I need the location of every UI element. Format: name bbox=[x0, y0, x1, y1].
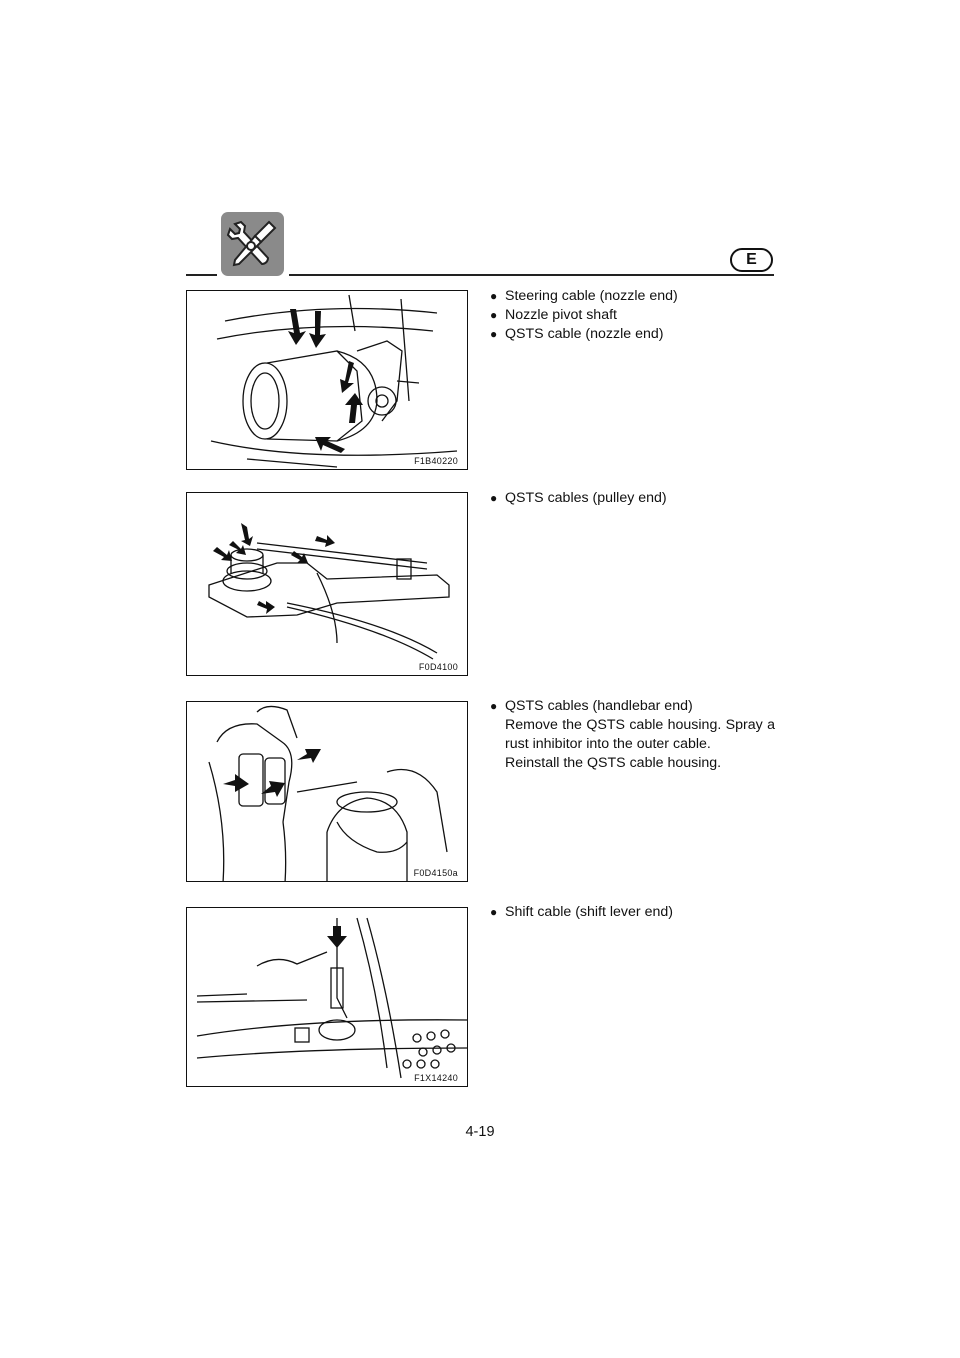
bullet-icon: ● bbox=[490, 308, 498, 322]
header-rule-right bbox=[289, 274, 774, 276]
handlebar-spray-illustration bbox=[187, 702, 468, 882]
bullet-item: ● QSTS cable (nozzle end) bbox=[490, 326, 664, 342]
bullet-icon: ● bbox=[490, 491, 498, 505]
figure-code: F1B40220 bbox=[414, 456, 458, 466]
bullet-item: ● Shift cable (shift lever end) bbox=[490, 904, 673, 920]
bullet-item: ● QSTS cables (handlebar end) bbox=[490, 698, 693, 714]
tools-icon bbox=[221, 212, 284, 276]
jet-pump-nozzle-illustration bbox=[187, 291, 468, 470]
figure-nozzle bbox=[186, 290, 468, 470]
language-badge: E bbox=[730, 248, 773, 272]
bullet-item: ● Nozzle pivot shaft bbox=[490, 307, 617, 323]
bullet-icon: ● bbox=[490, 327, 498, 341]
bullet-icon: ● bbox=[490, 289, 498, 303]
figure-code: F1X14240 bbox=[414, 1073, 458, 1083]
qsts-pulley-illustration bbox=[187, 493, 468, 676]
figure-pulley bbox=[186, 492, 468, 676]
section-nozzle-text bbox=[490, 287, 775, 344]
header-rule-left bbox=[186, 274, 217, 276]
section-handlebar-text bbox=[490, 697, 775, 773]
section-pulley-text bbox=[490, 489, 775, 508]
bullet-item: ● QSTS cables (pulley end) bbox=[490, 490, 667, 506]
figure-shift-lever bbox=[186, 907, 468, 1087]
instruction-paragraph: Reinstall the QSTS cable housing. bbox=[505, 755, 722, 771]
section-shift-text bbox=[490, 903, 775, 922]
figure-code: F0D4100 bbox=[418, 662, 458, 672]
figure-handlebar bbox=[186, 701, 468, 882]
page-number: 4-19 bbox=[465, 1124, 495, 1140]
figure-code: F0D4150a bbox=[413, 868, 458, 878]
instruction-paragraph: Remove the QSTS cable housing. Spray a rust inhibitor into the outer cable. bbox=[505, 717, 775, 752]
bullet-icon: ● bbox=[490, 905, 498, 919]
shift-lever-illustration bbox=[187, 908, 468, 1087]
bullet-icon: ● bbox=[490, 699, 498, 713]
bullet-item: ● Steering cable (nozzle end) bbox=[490, 288, 678, 304]
